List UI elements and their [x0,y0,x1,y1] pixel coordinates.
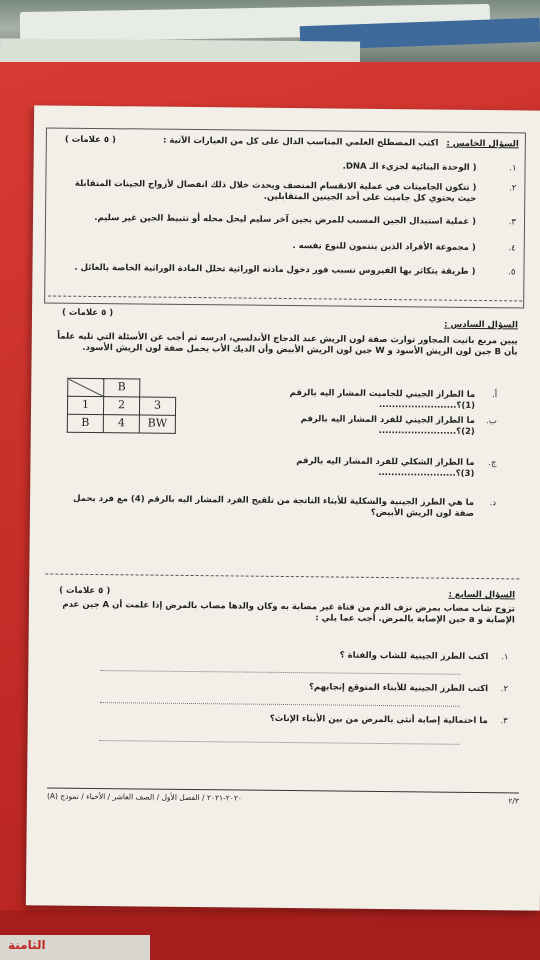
question-5-instruction: اكتب المصطلح العلمي المناسب الدال على كل من العبارات الآتية : [162,135,439,149]
q5-item: ٤. ( مجموعة الأفراد الذين ينتمون للنوع نفسه . [292,241,516,254]
question-6-section [41,301,524,576]
q7-question: ١. اكتب الطرز الجينية للشاب والفتاة ؟ [339,650,509,663]
question-5-marks: ( ٥ علامات ) [64,134,117,146]
q6-question: أ. ما الطراز الجيني للجاميت المشار اليه بالرقم (1)؟........................ [289,388,498,412]
q7-question: ٣. ما احتمالية إصابة أنثى بالمرض من بين الأبناء الإناث؟ [269,713,508,727]
question-7-section [39,579,521,784]
punnett-cell: 1 [67,396,103,414]
question-6-intro: يبين مربع باتيت المجاور توارث صفة لون الريش عند الدجاج الأندلسي، ادرسه ثم أجب عن الأسئلة التي تليه علماً بأن B جين لون الريش الأسود و W جين لون الريش الأبيض وأن الديك الأب يحمل صفة لون الريش الأسود. [57,331,518,358]
question-6-title: السؤال السادس : [444,319,518,331]
punnett-cell [68,378,104,396]
answer-line [100,670,460,675]
footer-info: ٢٠٢٠-٢٠٢١ / الفصل الأول / الصف العاشر / الأحياء / نموذج (A) [46,791,242,803]
q6-question: ب. ما الطراز الجيني للفرد المشار اليه بالرقم (2)؟........................ [300,414,497,438]
exam-sheet [26,105,540,910]
punnett-cell: 2 [103,397,139,415]
punnett-cell: 4 [103,415,139,433]
bottom-label: الثامنة [8,938,46,952]
q7-question: ٢. اكتب الطرز الجينية للأبناء المتوقع إنجابهم؟ [308,682,509,695]
question-6-marks: ( ٥ علامات ) [61,307,114,319]
punnett-cell: BW [139,415,175,433]
punnett-cell: B [67,414,103,432]
punnett-cell: 3 [139,397,175,415]
question-7-marks: ( ٥ علامات ) [59,585,111,597]
answer-line [100,740,460,745]
punnett-square [67,378,177,434]
question-5-title: السؤال الخامس : [446,138,519,150]
q5-item: ٥. ( طريقة يتكاثر بها الفيروس تسبب فور دخول مادته الوراثية تحلل المادة الوراثية الخاصة بالعائل . [74,262,516,278]
q6-question: د. ما هي الطرز الجينية والشكلية للأبناء الناتجة من تلقيح الفرد المشار اليه بالرقم (4) مع فرد يحمل صفة لون الريش الأبيض؟ [73,493,497,520]
punnett-cell [140,379,176,397]
page-footer [47,792,519,807]
q5-item: ٢. ( تتكون الجاميتات في عملية الانقسام المنصف ويحدث خلال ذلك انفصال لأزواج الجينات المتقابلة حيث يحتوي كل جاميت على أحد الجينين المتقابلين. [74,178,517,205]
answer-line [100,702,460,707]
background-books [0,0,540,70]
footer-page-number: ٢/٣ [508,796,519,806]
q6-question: ج. ما الطراز الشكلي للفرد المشار اليه بالرقم (3)؟........................ [296,456,497,480]
question-7-intro: تزوج شاب مصاب بمرض نزف الدم من فتاة غير مصابة به وكان والدها مصاب بالمرض إذا علمت أن A جين عدم الإصابة و a جين الإصابة بالمرض. أجب عما يلي : [62,599,516,626]
q5-item: ١. ( الوحدة البنائية لجزيء الـ DNA. [342,161,517,174]
question-7-title: السؤال السابع : [448,589,516,601]
q5-item: ٣. ( عملية استبدال الجين المسبب للمرض بجين آخر سليم ليحل محله أو تثبيط الجين غير سليم. [94,212,517,228]
question-5-box [44,127,526,308]
punnett-cell: B [104,379,140,397]
